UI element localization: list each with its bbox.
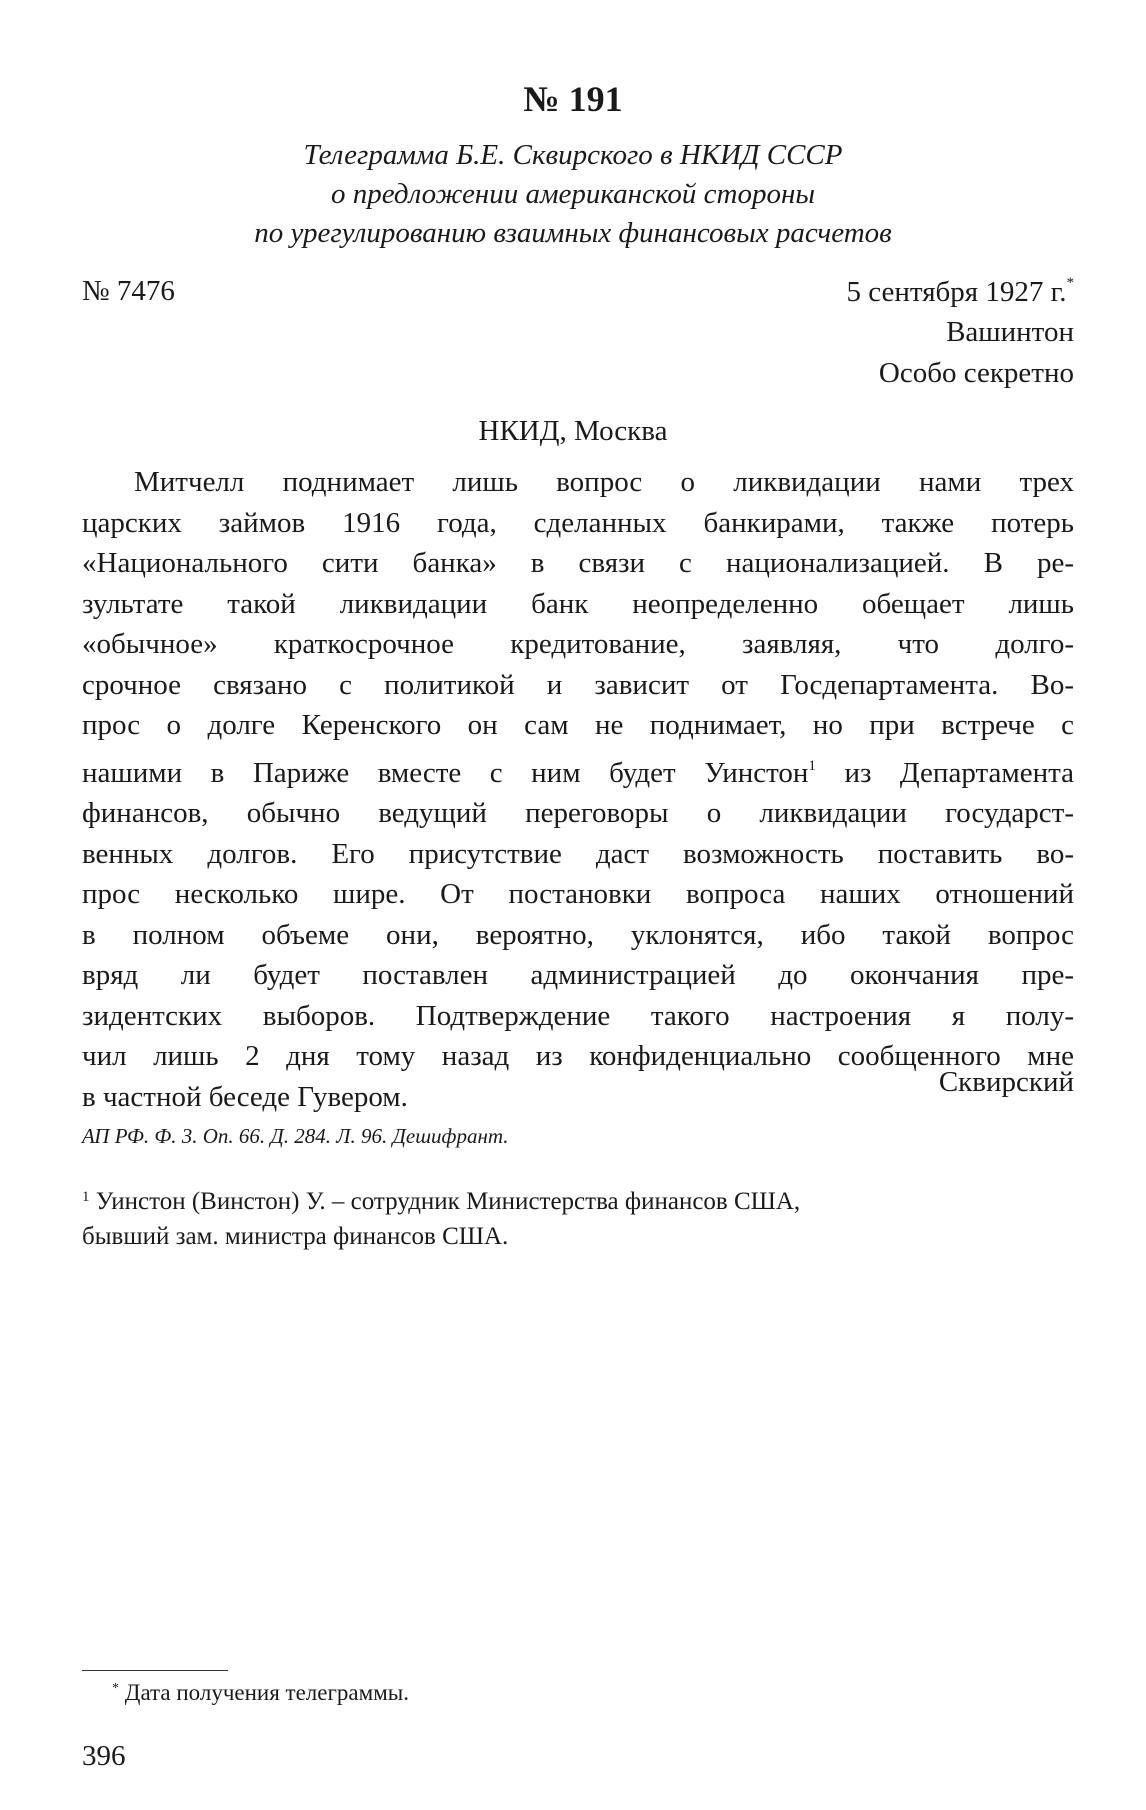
body-line: венных долгов. Его присутствие даст возможность поставить во- [82, 837, 1074, 870]
classification-label: Особо секретно [878, 357, 1074, 389]
footnote-star-text: Дата получения телеграммы. [124, 1680, 409, 1705]
body-line: финансов, обычно ведущий переговоры о ликвидации государст- [82, 797, 1074, 829]
body-line: царских займов 1916 года, сделанных банкирами, также потерь [82, 506, 1074, 539]
footnote-1 [82, 1180, 1074, 1254]
telegram-body [82, 462, 1074, 1117]
body-line: зидентских выборов. Подтверждение такого настроения я полу- [82, 999, 1074, 1032]
document-title [0, 136, 1146, 253]
body-line-part: из Департамента [844, 756, 1074, 789]
footnote-1-line [82, 1180, 1074, 1219]
archive-source: АП РФ. Ф. 3. Оп. 66. Д. 284. Л. 96. Дешифрант. [82, 1124, 509, 1148]
body-footnote-mark: 1 [808, 757, 816, 774]
page-number: 396 [82, 1740, 126, 1772]
footnote-divider [82, 1670, 228, 1671]
body-line: чил лишь 2 дня тому назад из конфиденциально сообщенного мне [82, 1040, 1074, 1072]
body-line: срочное связано с политикой и зависит от Госдепартамента. Во- [82, 668, 1074, 701]
body-line-part: нашими в Париже вместе с ним будет Уинстон [82, 756, 809, 789]
title-line: о предложении американской стороны [331, 178, 815, 210]
addressee: НКИД, Москва [478, 415, 668, 447]
body-line: в полном объеме они, вероятно, уклонятся, ибо такой вопрос [82, 918, 1074, 951]
footnote-1-text: Уинстон (Винстон) У. – сотрудник Министерства финансов США, [95, 1188, 801, 1215]
telegram-date [847, 275, 1074, 309]
telegram-place: Вашинтон [946, 316, 1074, 348]
footnote-star-mark: * [112, 1681, 119, 1696]
date-footnote-mark: * [1066, 275, 1074, 291]
body-line: прос несколько шире. От постановки вопроса наших отношений [82, 878, 1074, 910]
body-line: в частной беседе Гувером. [82, 1080, 408, 1113]
body-line: вряд ли будет поставлен администрацией до окончания пре- [82, 959, 1074, 991]
telegram-number: № 7476 [82, 275, 175, 307]
body-line: «Национального сити банка» в связи с национализацией. В ре- [82, 547, 1074, 579]
body-line: прос о долге Керенского он сам не поднимает, но при встрече с [82, 709, 1074, 741]
date-text: 5 сентября 1927 г. [846, 276, 1067, 308]
body-line: зультате такой ликвидации банк неопределенно обещает лишь [82, 587, 1074, 620]
title-line: Телеграмма Б.Е. Сквирского в НКИД СССР [303, 139, 843, 171]
footnote-star [112, 1680, 409, 1706]
footnote-1-line: бывший зам. министра финансов США. [82, 1223, 509, 1250]
title-line: по урегулированию взаимных финансовых расчетов [254, 217, 892, 249]
body-line: «обычное» краткосрочное кредитование, заявляя, что долго- [82, 628, 1074, 660]
body-line-with-footnote [82, 746, 1074, 794]
document-number: № 191 [523, 79, 623, 119]
body-line: Митчелл поднимает лишь вопрос о ликвидации нами трех [134, 466, 1074, 498]
footnote-1-mark: 1 [82, 1189, 90, 1205]
signature: Сквирский [938, 1066, 1074, 1098]
